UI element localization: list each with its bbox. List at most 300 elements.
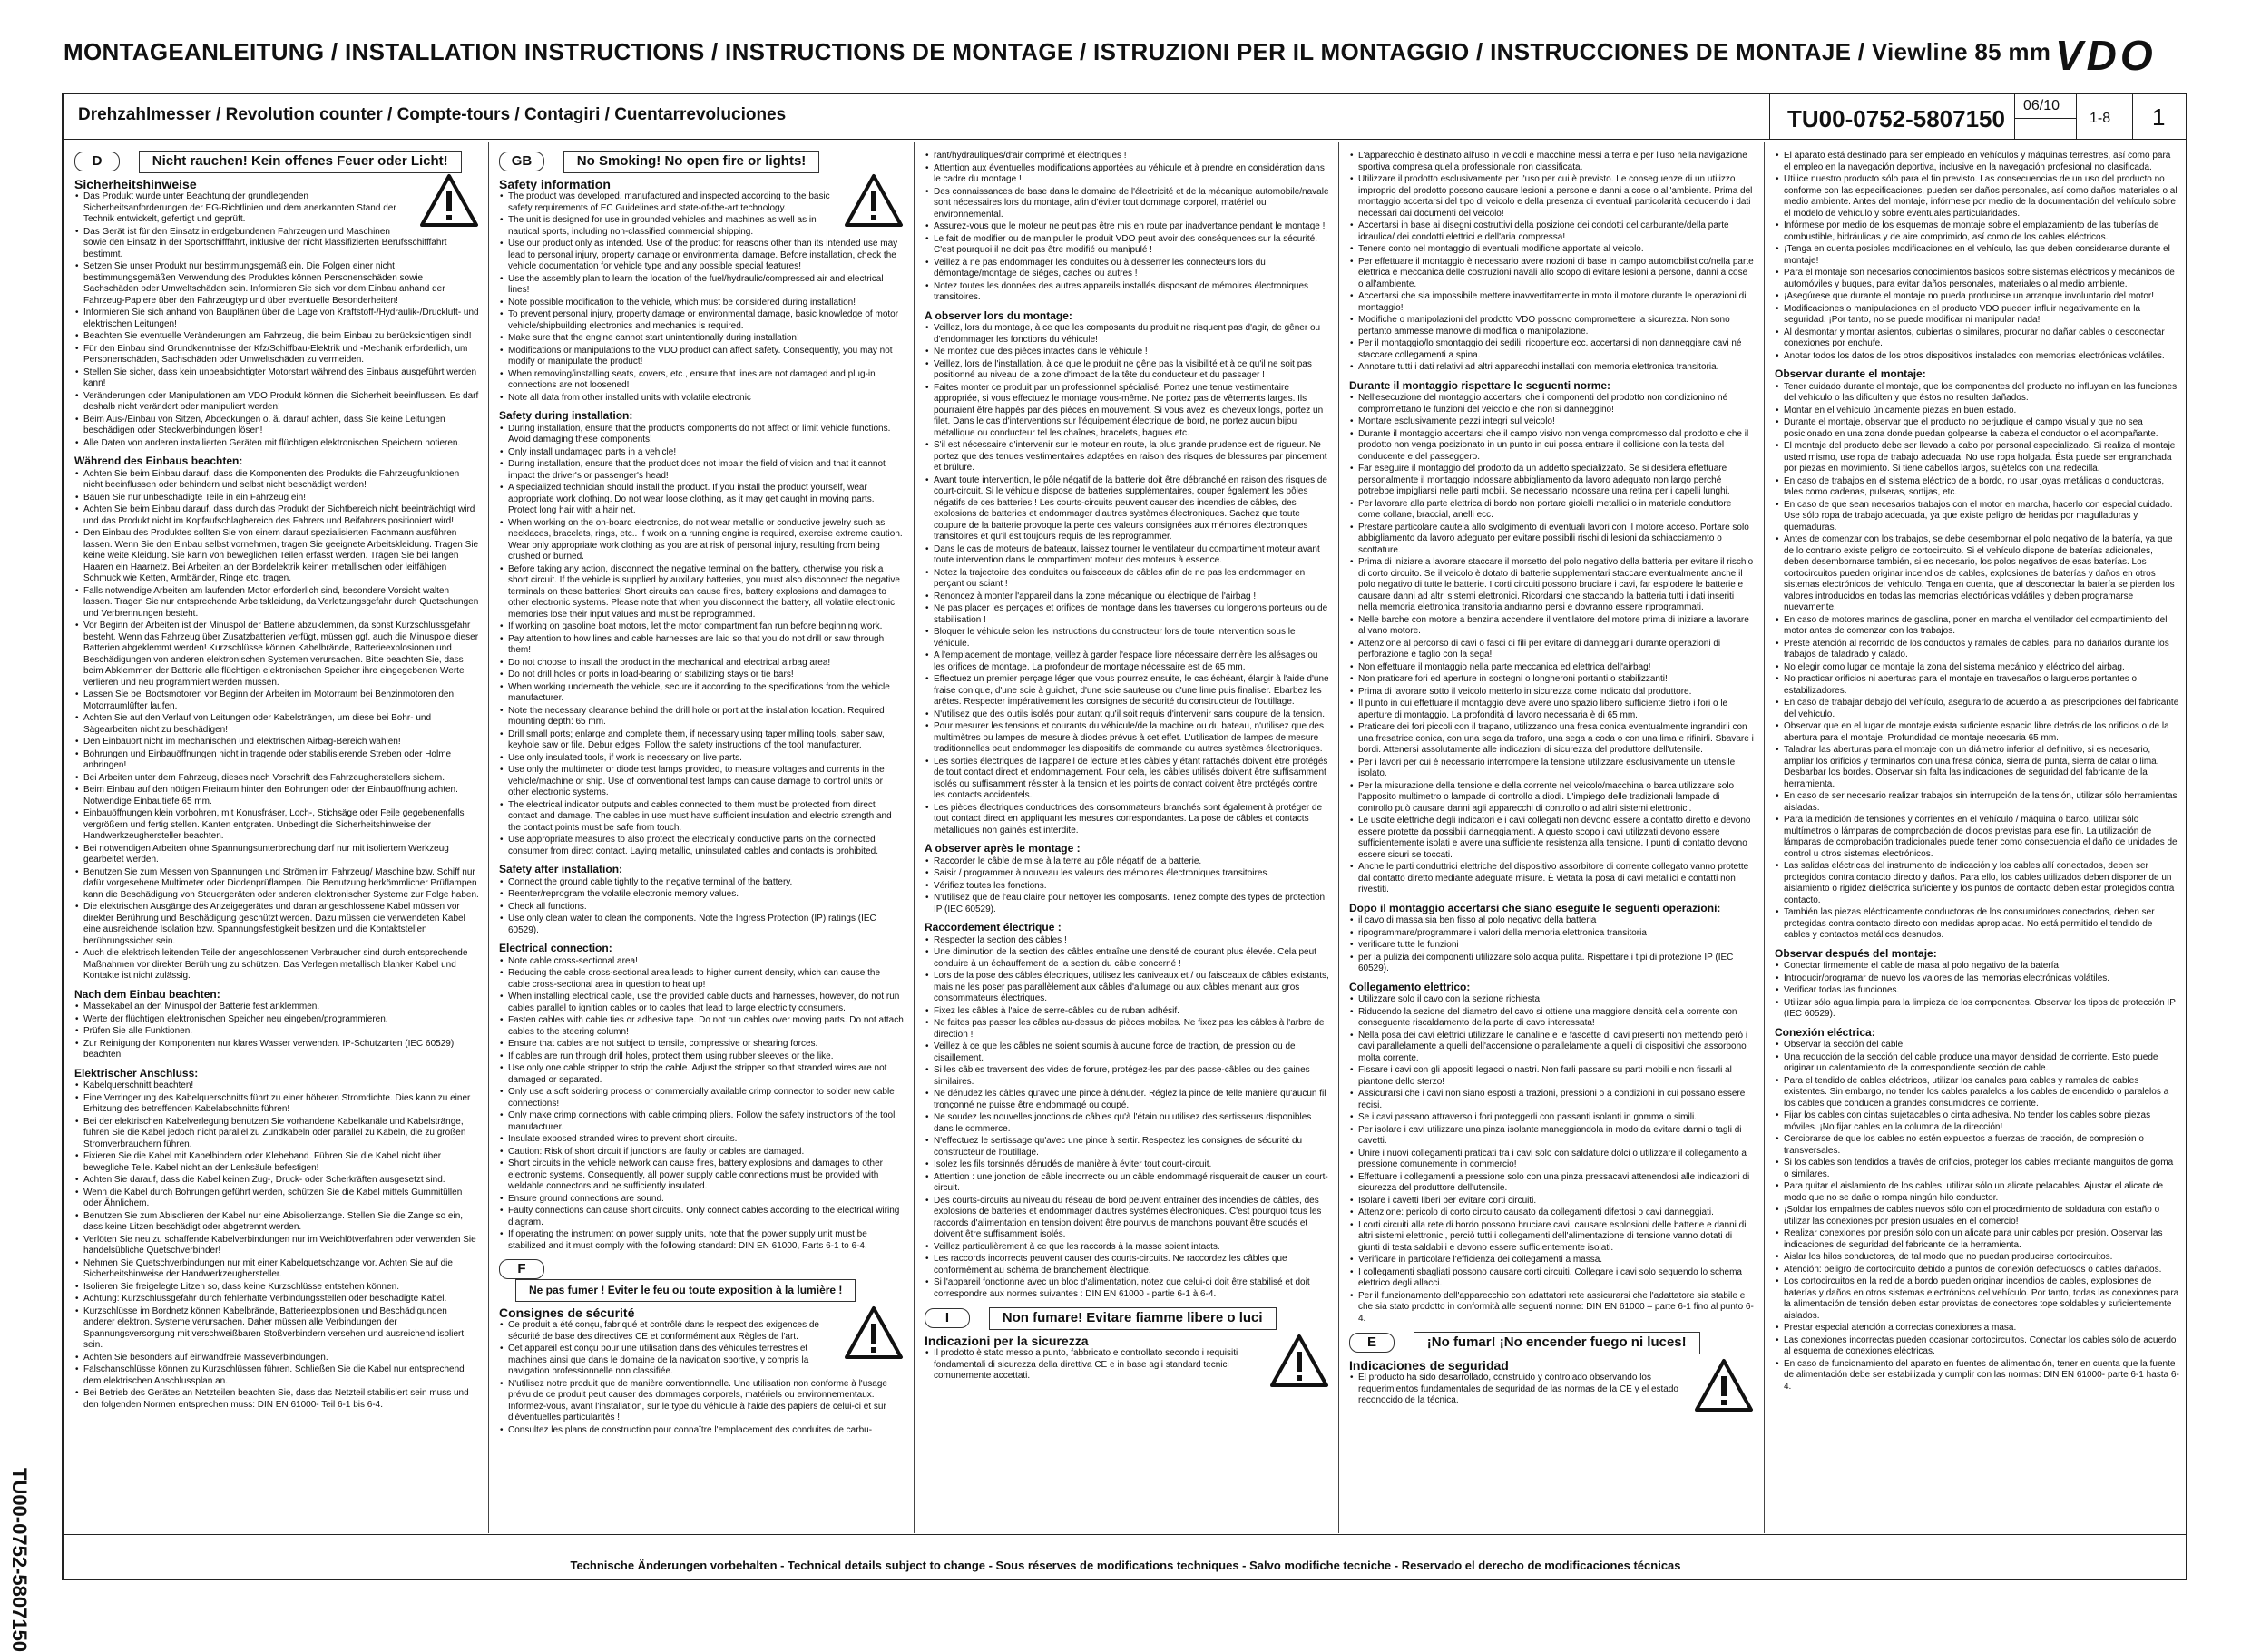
list-item: • Check all functions.: [508, 902, 904, 914]
bullet-list: [499, 956, 904, 1253]
list-item: • ¡Asegúrese que durante el montaje no pueda producirse un arranque involuntario del motor!: [1784, 291, 2179, 303]
language-badge-gb: GB: [499, 152, 544, 171]
list-item: • Use appropriate measures to also protect the electrically conductive parts on the connected consumer from direct contact. Laying metallic, uninsulated cables and contacts is prohibited.: [508, 835, 904, 857]
list-item: • Lors de la pose des câbles électriques, utilisez les caniveaux et / ou faisceaux de câbles existants, mais ne les poser pas parallèlement aux câbles d'allumage ou aux câbles menant aux gros consommateurs électriques.: [934, 971, 1329, 1005]
list-item: • Une diminution de la section des câbles entraîne une densité de courant plus élevée. Cela peut conduire à un échauffement de la section du câble concerné !: [934, 947, 1329, 970]
column-de: [74, 151, 479, 1526]
list-item: • Atención: peligro de cortocircuito debido a puntos de conexión defectuosos o cables dañados.: [1784, 1265, 2179, 1276]
list-item: • Per la misurazione della tensione e della corrente nel veicolo/macchina o barca utilizzare solo l'apposito multimetro o lampade di controllo a diodi. L'impiego delle tradizionali lampade di controllo può causare danni agli apparecchi di controllo o ad altri sistemi elettronici.: [1358, 781, 1754, 816]
list-item: • Tener cuidado durante el montaje, que los componentes del producto no influyan en las funciones del vehículo o las dificulten y que éstos no resulten dañados.: [1784, 382, 2179, 405]
list-item: • verificare tutte le funzioni: [1358, 940, 1754, 952]
bullet-list: [1349, 994, 1754, 1325]
list-item: • Werte der flüchtigen elektronischen Speicher neu eingeben/programmieren.: [83, 1014, 479, 1026]
list-item: • Drill small ports; enlarge and complete them, if necessary using taper milling tools, saber saw, keyhole saw or file. Debur edges. Follow the safety instructions of the tool manufacturer.: [508, 729, 904, 752]
list-item: • Nell'esecuzione del montaggio accertarsi che i componenti del prodotto non condizionino né compromettano le funzioni del veicolo e che non si danneggino!: [1358, 393, 1754, 415]
list-item: • Use only one cable stripper to strip the cable. Adjust the stripper so that stranded wires are not damaged or separated.: [508, 1063, 904, 1086]
list-item: • il cavo di massa sia ben fisso al polo negativo della batteria: [1358, 915, 1754, 927]
bullet-list: [1349, 1373, 1754, 1407]
section-heading: Conexión eléctrica:: [1775, 1025, 1875, 1039]
bullet-list: [925, 1348, 1329, 1383]
list-item: • Pour mesurer les tensions et courants du véhicule/de la machine ou du bateau, n'utilisez que des multimètres ou lampes de mesure à diodes prévus à cet effet. L'utilisation de lampes de mesure traditionnelles peut endommager les dispositifs de commande ou autres systèmes électroniques.: [934, 721, 1329, 756]
list-item: • Per lavorare alla parte elettrica di bordo non portare gioielli metallici o in materiale conduttore come collane, braccial, anelli ecc.: [1358, 499, 1754, 522]
section-heading: Safety during installation:: [499, 409, 633, 422]
column-fr: [925, 151, 1329, 1526]
list-item: • Antes de comenzar con los trabajos, se debe desembornar el polo negativo de la batería, ya que de lo contrario existe peligro de cortocircuito. Si el vehículo dispone de baterías adicionales, deben desembornarse también, si es necesario, los polos negativos de esas baterías. Los cortocircuitos pueden originar incendios de cables, explosiones de baterías y daños en otros sistemas electrónicos del vehículo. Tenga en cuenta, que al desconectar la batería se pierden los valores introducidos en todas las memorias electrónicas volátiles y deben programarse nuevamente.: [1784, 534, 2179, 614]
list-item: • Les raccords incorrects peuvent causer des courts-circuits. Ne raccordez les câbles que conformément au schéma de branchement électrique.: [934, 1254, 1329, 1276]
section-heading: Dopo il montaggio accertarsi che siano eseguite le seguenti operazioni:: [1349, 901, 1721, 914]
list-item: • N'utilisez que de l'eau claire pour nettoyer les composants. Tenez compte des types de protection IP (IEC 60529).: [934, 893, 1329, 915]
list-item: • Durante il montaggio accertarsi che il campo visivo non venga compromesso dal prodotto e che il prodotto non venga posizionato in un punto in cui possa entrare il collisione con la testa del conducente e del passeggero.: [1358, 429, 1754, 464]
list-item: • Benutzen Sie zum Messen von Spannungen und Strömen im Fahrzeug/ Maschine bzw. Schiff nur dafür vorgesehene Multimeter oder Diodenprüflampen. Die Benutzung herkömmlicher Prüflampen kann die Beschädigung von Steuergeräten oder anderen elektronischer Systeme zur Folge haben.: [83, 867, 479, 902]
list-item: • Modifiche o manipolazioni del prodotto VDO possono compromettere la sicurezza. Non sono pertanto ammesse manovre di modifica o manipolazione.: [1358, 315, 1754, 337]
list-item: • Caution: Risk of short circuit if junctions are faulty or cables are damaged.: [508, 1147, 904, 1158]
smoking-warning-es: ¡No fumar! ¡No encender fuego ni luces!: [1414, 1332, 1700, 1354]
list-item: • Use the assembly plan to learn the location of the fuel/hydraulic/compressed air and electrical lines!: [508, 274, 904, 297]
bullet-list: [499, 877, 904, 937]
list-item: • When installing electrical cable, use the provided cable ducts and harnesses, however, do not run cables parallel to ignition cables or to cables that lead to large electricity consumers.: [508, 992, 904, 1014]
list-item: • También las piezas eléctricamente conductoras de los consumidores conectados, deben ser protegidas contra contacto directo con medidas apropiadas. No está permitido el tendido de cables y contactos metálicos desnudos.: [1784, 907, 2179, 942]
doc-date: 06/10: [2023, 98, 2060, 113]
list-item: • Cet appareil est conçu pour une utilisation dans des véhicules terrestres et machines ainsi que dans le domaine de la navigation sportive, y compris la navigation professionnelle non classifiée.: [508, 1344, 904, 1378]
list-item: • Bei notwendigen Arbeiten ohne Spannungsunterbrechung darf nur mit isoliertem Werkzeug gearbeitet werden.: [83, 844, 479, 866]
list-item: • Verificare in particolare l'efficienza dei collegamenti a massa.: [1358, 1255, 1754, 1266]
divider: [2132, 94, 2133, 140]
bullet-list: [1349, 393, 1754, 896]
list-item: • Veillez particulièrement à ce que les raccords à la masse soient intacts.: [934, 1242, 1329, 1254]
list-item: • Kabelquerschnitt beachten!: [83, 1080, 479, 1092]
list-item: • En caso de motores marinos de gasolina, poner en marcha el ventilador del compartimiento del motor antes de comenzar con los trabajos.: [1784, 615, 2179, 638]
side-doc-number: TU00-0752-5807150: [8, 1468, 31, 1652]
list-item: • Das Produkt wurde unter Beachtung der grundlegenden Sicherheitsanforderungen der EG-Richtlinien und dem anerkannten Stand der Technik entwickelt, gefertigt und geprüft.: [83, 191, 479, 226]
list-item: • N'utilisez que des outils isolés pour autant qu'il soit requis d'intervenir sans coupure de la tension.: [934, 709, 1329, 721]
vdo-logo: VDO: [2055, 32, 2157, 79]
list-item: • Beim Aus-/Einbau von Sitzen, Abdeckungen o. ä. darauf achten, dass Sie keine Leitungen beschädigen oder Steckverbindungen lösen!: [83, 415, 479, 437]
bullet-list: [499, 1320, 904, 1436]
section-heading: Consignes de sécurité: [499, 1305, 635, 1320]
section-heading: Observar durante el montaje:: [1775, 367, 1926, 380]
list-item: • Bauen Sie nur unbeschädigte Teile in ein Fahrzeug ein!: [83, 493, 479, 504]
list-item: • Prima di iniziare a lavorare staccare il morsetto del polo negativo della batteria per evitare il rischio di corto circuito. Se il veicolo è dotato di batterie supplementari staccare eventualmente anche il polo negativo di tutte le batterie. I corti circuiti possono bruciare i cavi, far esplodere le batterie e causare danni ad altri sistemi elettronici. Ricordarsi che staccando la batteria tutti i dati inseriti nella memoria elettronica transitoria andranno persi e dovranno essere riprogrammati.: [1358, 557, 1754, 614]
list-item: • Only make crimp connections with cable crimping pliers. Follow the safety instructions of the tool manufacturer.: [508, 1110, 904, 1133]
column-divider: [1338, 142, 1339, 1533]
list-item: • Alle Daten von anderen installierten Geräten mit flüchtigen elektronischen Speichern notieren.: [83, 438, 479, 450]
list-item: • Ne soudez les nouvelles jonctions de câbles qu'à l'étain ou utilisez des sertisseurs disponibles dans le commerce.: [934, 1112, 1329, 1135]
list-item: • Cerciorarse de que los cables no estén expuestos a fuerzas de tracción, de compresión o transversales.: [1784, 1134, 2179, 1157]
list-item: • El montaje del producto debe ser llevado a cabo por personal especializado. Si realiza el montaje usted mismo, use ropa de trabajo adecuada. No use ropa holgada. Ésta puede ser engranchada por piezas en movimiento. Si tiene cabellos largos, sujételos con una redecilla.: [1784, 441, 2179, 475]
list-item: • Note possible modification to the vehicle, which must be considered during installation!: [508, 298, 904, 309]
list-item: • Veränderungen oder Manipulationen am VDO Produkt können die Sicherheit beeinflussen. Es darf deshalb nicht verändert oder manipuliert werden!: [83, 391, 479, 414]
bullet-list: [74, 469, 479, 982]
list-item: • Veillez à ce que les câbles ne soient soumis à aucune force de traction, de pression ou de cisaillement.: [934, 1041, 1329, 1064]
list-item: • Observar que en el lugar de montaje exista suficiente espacio libre detrás de los orificios o de la abertura para el montaje. Profundidad de montaje necesaria 65 mm.: [1784, 721, 2179, 744]
list-item: • Anotar todos los datos de los otros dispositivos instalados con memorias electrónicas volátiles.: [1784, 351, 2179, 363]
list-item: • Non effettuare il montaggio nella parte meccanica ed elettrica dell'airbag!: [1358, 662, 1754, 674]
list-item: • Para el montaje son necesarios conocimientos básicos sobre sistemas eléctricos y mecánicos de automóviles y buques, para evitar daños personales, materiales o al medio ambiente.: [1784, 268, 2179, 290]
list-item: • Das Gerät ist für den Einsatz in erdgebundenen Fahrzeugen und Maschinen sowie den Einsatz in der Sportschifffahrt, inklusive der nicht klassifizierten Berufsschifffahrt bestimmt.: [83, 227, 479, 261]
list-item: • Para quitar el aislamiento de los cables, utilizar sólo un alicate pelacables. Ajustar el alicate de modo que no se dañe o rompa ningún hilo conductor.: [1784, 1181, 2179, 1204]
list-item: • Avant toute intervention, le pôle négatif de la batterie doit être débranché en raison des risques de court-circuit. Si le véhicule dispose de batteries supplémentaires, couper également les pôles négatifs de ces batteries ! Les courts-circuits peuvent causer des incendies de câbles, des explosions de batteries et endommager d'autres systèmes électroniques. Sachez que toute coupure de la batterie provoque la perte des valeurs consignées aux mémoires électroniques transitoires et qu'il est toujours requis de les reprogrammer.: [934, 475, 1329, 543]
list-item: • No elegir como lugar de montaje la zona del sistema mecánico y eléctrico del airbag.: [1784, 662, 2179, 674]
list-item: • Anche le parti conduttrici elettriche del dispositivo assorbitore di corrente collegato vanno protette dal contatto diretto mediante adeguate misure. È vietata la posa di cavi metallici e contatti non rivestiti.: [1358, 862, 1754, 896]
list-item: • Le uscite elettriche degli indicatori e i cavi collegati non devono essere a contatto diretto e devono essere protette da possibili danneggiamenti. A questo scopo i cavi utilizzati devono essere sufficientemente isolati e avere una sufficiente resistenza alla tensione. I punti di contatto devono essere sicuri se toccati.: [1358, 816, 1754, 861]
section-heading: A observer après le montage :: [925, 842, 1081, 855]
list-item: • Per i lavori per cui è necessario interrompere la tensione utilizzare esclusivamente un utensile isolato.: [1358, 758, 1754, 780]
list-item: • Aislar los hilos conductores, de tal modo que no puedan producirse cortocircuitos.: [1784, 1252, 2179, 1264]
list-item: • Modificaciones o manipulaciones en el producto VDO pueden influir negativamente en la seguridad. ¡Por tanto, no se puede modificar ni manipular nada!: [1784, 304, 2179, 327]
list-item: • Make sure that the engine cannot start unintentionally during installation!: [508, 333, 904, 345]
product-name: Drehzahlmesser / Revolution counter / Compte-tours / Contagiri / Cuentarrevoluciones: [78, 105, 787, 124]
divider: [2014, 94, 2015, 140]
list-item: • Ne pas placer les perçages et orifices de montage dans les traverses ou longerons porteurs ou de stabilisation !: [934, 603, 1329, 626]
bullet-list: [1775, 1040, 2179, 1393]
divider: [2076, 94, 2077, 140]
list-item: • N'effectuez le sertissage qu'avec une pince à sertir. Respectez les consignes de sécurité du constructeur de l'outillage.: [934, 1136, 1329, 1158]
section-heading: Nach dem Einbau beachten:: [74, 987, 220, 1001]
list-item: • Insulate exposed stranded wires to prevent short circuits.: [508, 1134, 904, 1146]
list-item: • Kurzschlüsse im Bordnetz können Kabelbrände, Batterieexplosionen und Beschädigungen anderer elektron. Systeme verursachen. Daher müssen alle Verbindungen der Spannungsversorgung mit verschweißbaren Stoßverbindern versehen und ausreichend isoliert sein.: [83, 1306, 479, 1352]
list-item: • Tenere conto nel montaggio di eventuali modifiche apportate al veicolo.: [1358, 244, 1754, 256]
list-item: • Assicurarsi che i cavi non siano esposti a trazioni, pressioni o a condizioni in cui possano essere recisi.: [1358, 1089, 1754, 1111]
page-title: MONTAGEANLEITUNG / INSTALLATION INSTRUCTIONS / INSTRUCTIONS DE MONTAGE / ISTRUZIONI PER IL MONTAGGIO / INSTRUCCIONES DE MONTAJE / Viewline 85 mm: [64, 38, 2051, 65]
list-item: • Informieren Sie sich anhand von Bauplänen über die Lage von Kraftstoff-/Hydraulik-/Druckluft- und elektrischen Leitungen!: [83, 308, 479, 330]
list-item: • Prüfen Sie alle Funktionen.: [83, 1026, 479, 1038]
list-item: • per la pulizia dei componenti utilizzare solo acqua pulita. Rispettare i tipi di protezione IP (IEC 60529).: [1358, 953, 1754, 975]
bullet-list: [1775, 961, 2179, 1021]
list-item: • Do not drill holes or ports in load-bearing or stabilizing stays or tie bars!: [508, 670, 904, 681]
list-item: • Attention aux éventuelles modifications apportées au véhicule et à prendre en considération dans le cadre du montage !: [934, 163, 1329, 186]
list-item: • A specialized technician should install the product. If you install the product yourself, wear appropriate work clothing. Do not wear loose clothing, as it may get caught in moving parts. Protect long hair with a hair net.: [508, 483, 904, 517]
section-heading: Observar después del montaje:: [1775, 946, 1937, 960]
list-item: • Reenter/reprogram the volatile electronic memory values.: [508, 889, 904, 901]
list-item: • When working on the on-board electronics, do not wear metallic or conductive jewelry such as necklaces, bracelets, rings, etc.. If work on a running engine is required, exercise extreme caution. Wear only appropriate work clothing as you are at risk of personal injury, resulting from being crushed or burned.: [508, 518, 904, 563]
list-item: • Achten Sie besonders auf einwandfreie Masseverbindungen.: [83, 1353, 479, 1364]
list-item: • Zur Reinigung der Komponenten nur klares Wasser verwenden. IP-Schutzarten (IEC 60529) beachten.: [83, 1039, 479, 1061]
list-item: • Des courts-circuits au niveau du réseau de bord peuvent entraîner des incendies de câbles, des explosions de batteries et endommager d'autres systèmes électroniques. C'est pourquoi tous les raccords d'alimentation en tension doivent être pourvus de manchons pouvant être soudés et doivent être suffisamment isolés.: [934, 1196, 1329, 1241]
bullet-list: [925, 856, 1329, 916]
list-item: • Veillez à ne pas endommager les conduites ou à desserrer les connecteurs lors du démontage/montage de sièges, caches ou autres !: [934, 258, 1329, 280]
bullet-list: [74, 1002, 479, 1061]
list-item: • Falls notwendige Arbeiten am laufenden Motor erforderlich sind, besondere Vorsicht walten lassen. Tragen Sie nur entsprechende Arbeitskleidung, da Verletzungsgefahr durch Quetschungen und Verbrennungen besteht.: [83, 586, 479, 621]
list-item: • When working underneath the vehicle, secure it according to the specifications from the vehicle manufacturer.: [508, 682, 904, 705]
list-item: • Les sorties électriques de l'appareil de lecture et les câbles y étant rattachés doivent être protégés de tout contact direct et endommagement. Pour cela, les câbles utilisés doivent être suffisamment isolés ou suffisamment résister à la tension et les points de contact doivent être protégés contre les contacts accidentels.: [934, 757, 1329, 802]
list-item: • Prestar especial atención a correctas conexiones a masa.: [1784, 1323, 2179, 1334]
list-item: • Non praticare fori ed aperture in sostegni o longheroni portanti o stabilizzanti!: [1358, 674, 1754, 686]
list-item: • Für den Einbau sind Grundkenntnisse der Kfz/Schiffbau-Elektrik und -Mechanik erforderlich, um Personenschäden, Sachschäden oder Umweltschäden zu vermeiden.: [83, 344, 479, 367]
list-item: • Montare esclusivamente pezzi integri sul veicolo!: [1358, 416, 1754, 428]
list-item: • Per effettuare il montaggio è necessario avere nozioni di base in campo automobilistico/nella parte elettrica e meccanica delle costruzioni navali allo scopo di evitare lesioni a persone, danni a cose o all'ambiente.: [1358, 257, 1754, 291]
section-heading: Indicazioni per la sicurezza: [925, 1333, 1089, 1348]
list-item: • Beachten Sie eventuelle Veränderungen am Fahrzeug, die beim Einbau zu berücksichtigen sind!: [83, 331, 479, 343]
list-item: • Modifications or manipulations to the VDO product can affect safety. Consequently, you may not modify or manipulate the product!: [508, 346, 904, 368]
list-item: • El producto ha sido desarrollado, construido y controlado observando los requerimientos fundamentales de seguridad de las normas de la CE y el estado reconocido de la técnica.: [1358, 1373, 1754, 1407]
list-item: • S'il est nécessaire d'intervenir sur le moteur en route, la plus grande prudence est de rigueur. Ne portez que des tenues vestimentaires adaptées en raison des risques de blessures par pincement et brûlure.: [934, 440, 1329, 474]
list-item: • L'apparecchio è destinato all'uso in veicoli e macchine messi a terra e per l'uso nella navigazione sportiva compresa quella professionale non classificata.: [1358, 151, 1754, 173]
list-item: • Riducendo la sezione del diametro del cavo si ottiene una maggiore densità della corrente con conseguente riscaldamento della parte di cavo interessata!: [1358, 1007, 1754, 1030]
list-item: • A l'emplacement de montage, veillez à garder l'espace libre nécessaire derrière les alésages ou les orifices de montage. La profondeur de montage nécessaire est de 65 mm.: [934, 650, 1329, 673]
list-item: • Montar en el vehículo únicamente piezas en buen estado.: [1784, 406, 2179, 417]
list-item: • Conectar firmemente el cable de masa al polo negativo de la batería.: [1784, 961, 2179, 973]
list-item: • Bloquer le véhicule selon les instructions du constructeur lors de toute intervention sous le véhicule.: [934, 627, 1329, 650]
list-item: • Taladrar las aberturas para el montaje con un diámetro inferior al definitivo, si es necesario, ampliar los orificios y terminarlos con una fresa cónica, sierra de punta, sierra de calar o lima. Desbarbar los bordes. Observar sin falta las indicaciones de seguridad del fabricante de la herramienta.: [1784, 745, 2179, 790]
list-item: • When removing/installing seats, covers, etc., ensure that lines are not damaged and plug-in connections are not loosened!: [508, 369, 904, 392]
list-item: • Si los cables son tendidos a través de orificios, proteger los cables mediante manguitos de goma o similares.: [1784, 1158, 2179, 1180]
section-heading: Safety information: [499, 176, 611, 191]
list-item: • Only use a soft soldering process or commercially available crimp connector to solder new cable connections!: [508, 1087, 904, 1109]
list-item: • To prevent personal injury, property damage or environmental damage, basic knowledge of motor vehicle/shipbuilding electronics and mechanics is required.: [508, 309, 904, 332]
list-item: • The unit is designed for use in grounded vehicles and machines as well as in nautical sports, including non-classified commercial shipping.: [508, 215, 904, 238]
list-item: • rant/hydrauliques/d'air comprimé et électriques !: [934, 151, 1329, 162]
list-item: • Consultez les plans de construction pour connaître l'emplacement des conduites de carbu-: [508, 1425, 904, 1437]
list-item: • Bei Arbeiten unter dem Fahrzeug, dieses nach Vorschrift des Fahrzeugherstellers sichern.: [83, 773, 479, 785]
list-item: • Auch die elektrisch leitenden Teile der angeschlossenen Verbraucher sind durch entsprechende Maßnahmen vor direkter Berührung zu schützen. Das Verlegen metallisch blanker Kabel und Kontakte ist nicht zulässig.: [83, 948, 479, 982]
list-item: • Veillez, lors de l'installation, à ce que le produit ne gêne pas la visibilité et à ce qu'il ne soit pas positionné au niveau de la zone d'impact de la tête du conducteur et du passager !: [934, 359, 1329, 382]
section-heading: Während des Einbaus beachten:: [74, 455, 243, 467]
bullet-list: [1775, 382, 2179, 942]
bullet-list: [1349, 151, 1754, 374]
smoking-warning-de: Nicht rauchen! Kein offenes Feuer oder Licht!: [139, 151, 462, 173]
list-item: • Vor Beginn der Arbeiten ist der Minuspol der Batterie abzuklemmen, da sonst Kurzschlussgefahr besteht. Wenn das Fahrzeug über Zusatzbatterien verfügt, müssen ggf. auch die Minuspole dieser Batterien abgeklemmt werden! Kurzschlüsse können Kabelbrände, Batterieexplosionen und Beschädigungen von anderen elektronischen Systemen verursachen. Bitte beachten Sie, dass beim Abklemmen der Batterie alle flüchtigen elektronischen Speicher ihre eingegebenen Werte verlieren und neu programmiert werden müssen.: [83, 621, 479, 689]
list-item: • Ne montez que des pièces intactes dans le véhicule !: [934, 347, 1329, 358]
document-frame: [62, 93, 2187, 1580]
list-item: • Utilizzare solo il cavo con la sezione richiesta!: [1358, 994, 1754, 1006]
bullet-list: [1349, 915, 1754, 975]
list-item: • Einbauöffnungen klein vorbohren, mit Konusfräser, Loch-, Stichsäge oder Feile gegebenenfalls vergrößern und fertig stellen. Kanten entgraten. Unbedingt die Sicherheitshinweise der Handwerkzeughersteller beachten.: [83, 808, 479, 843]
list-item: • Short circuits in the vehicle network can cause fires, battery explosions and damages to other electronic systems. Consequently, all power supply cable connections must be provided with weldable connectors and be sufficiently insulated.: [508, 1158, 904, 1193]
list-item: • ¡Tenga en cuenta posibles modificaciones en el vehículo, las que deben considerarse durante el montaje!: [1784, 244, 2179, 267]
list-item: • Eine Verringerung des Kabelquerschnitts führt zu einer höheren Stromdichte. Dies kann zu einer Erhitzung des betreffenden Kabelabschnitts führen!: [83, 1093, 479, 1116]
list-item: • Utilizar sólo agua limpia para la limpieza de los componentes. Observar los tipos de protección IP (IEC 60529).: [1784, 998, 2179, 1021]
section-heading: A observer lors du montage:: [925, 308, 1072, 322]
list-item: • Prima di lavorare sotto il veicolo metterlo in sicurezza come indicato dal produttore.: [1358, 687, 1754, 699]
list-item: • Lassen Sie bei Bootsmotoren vor Beginn der Arbeiten im Motorraum bei Benzinmotoren den Motorraumlüfter laufen.: [83, 689, 479, 712]
list-item: • Ce produit a été conçu, fabriqué et contrôlé dans le respect des exigences de sécurité de base des directives CE et conformément aux Règles de l'art.: [508, 1320, 904, 1343]
list-item: • Preste atención al recorrido de los conductos y ramales de cables, para no dañarlos durante los trabajos de taladrado y calado.: [1784, 639, 2179, 661]
section-heading: Raccordement électrique :: [925, 921, 1062, 934]
section-heading: Electrical connection:: [499, 942, 612, 954]
list-item: • Fijar los cables con cintas sujetacables o cinta adhesiva. No tender los cables sobre piezas móviles. ¡No fijar cables en la columna de la dirección!: [1784, 1110, 2179, 1133]
list-item: • Falschanschlüsse können zu Kurzschlüssen führen. Schließen Sie die Kabel nur entsprechend dem elektrischen Anschlussplan an.: [83, 1364, 479, 1387]
list-item: • Notez la trajectoire des conduites ou faisceaux de câbles afin de ne pas les endommager en perçant ou sciant !: [934, 568, 1329, 591]
section-heading: Sicherheitshinweise: [74, 176, 197, 191]
list-item: • The product was developed, manufactured and inspected according to the basic safety requirements of EC Guidelines and state-of-the-art technology.: [508, 191, 904, 214]
bullet-list: [925, 935, 1329, 1301]
list-item: • Achten Sie beim Einbau darauf, dass durch das Produkt der Sichtbereich nicht beeinträchtigt wird und das Produkt nicht im Kopfaufschlagbereich des Fahrers und Beifahrers positioniert wird!: [83, 504, 479, 527]
list-item: • Veillez, lors du montage, à ce que les composants du produit ne risquent pas d'agir, de gêner ou d'endommager les fonctions du véhicule!: [934, 323, 1329, 346]
list-item: • Para la medición de tensiones y corrientes en el vehículo / máquina o barco, utilizar sólo multímetros o lámparas de comprobación de diodos previstas para ese fin. La utilización de lámparas de comprobación tradicionales puede tener como consecuencia el daño de unidades de control u otros sistemas electrónicos.: [1784, 815, 2179, 860]
list-item: • Isolieren Sie freigelegte Litzen so, dass keine Kurzschlüsse entstehen können.: [83, 1282, 479, 1294]
list-item: • If operating the instrument on power supply units, note that the power supply unit must be stabilized and it must comply with the following standard: DIN EN 61000, Parts 6-1 to 6-4.: [508, 1229, 904, 1252]
list-item: • Massekabel an den Minuspol der Batterie fest anklemmen.: [83, 1002, 479, 1013]
list-item: • Isolez les fils torsinnés dénudés de manière à éviter tout court-circuit.: [934, 1159, 1329, 1171]
list-item: • Unire i nuovi collegamenti praticati tra i cavi solo con saldature dolci o utilizzare il collegamento a pressione comunemente in commercio!: [1358, 1149, 1754, 1171]
bullet-list: [925, 151, 1329, 304]
list-item: • Ne faites pas passer les câbles au-dessus de pièces mobiles. Ne fixez pas les câbles à l'arbre de direction !: [934, 1018, 1329, 1041]
language-badge-fr: F: [499, 1259, 544, 1279]
list-item: • Note the necessary clearance behind the drill hole or port at the installation location. Required mounting depth: 65 mm.: [508, 706, 904, 728]
list-item: • Attention : une jonction de câble incorrecte ou un câble endommagé risquerait de causer un court-circuit.: [934, 1172, 1329, 1195]
list-item: • Introducir/programar de nuevo los valores de las memorias electrónicas volátiles.: [1784, 973, 2179, 985]
list-item: • If working on gasoline boat motors, let the motor compartment fan run before beginning work.: [508, 621, 904, 633]
list-item: • Beim Einbau auf den nötigen Freiraum hinter den Bohrungen oder der Einbauöffnung achten. Notwendige Einbautiefe 65 mm.: [83, 785, 479, 807]
list-item: • Raccorder le câble de mise à la terre au pôle négatif de la batterie.: [934, 856, 1329, 868]
list-item: • Fissare i cavi con gli appositi legacci o nastri. Non farli passare su parti mobili e non fissarli al piantone dello sterzo!: [1358, 1065, 1754, 1088]
list-item: • I corti circuiti alla rete di bordo possono bruciare cavi, causare esplosioni delle batterie e danni di altri sistemi elettronici, perciò tutti i collegamenti dell'alimentazione di tensione vanno dotati di giunti di testa saldabili e devono essere sufficientemente isolati.: [1358, 1220, 1754, 1255]
column-gb: [499, 151, 904, 1526]
list-item: • Isolare i cavetti liberi per evitare corti circuiti.: [1358, 1196, 1754, 1207]
list-item: • Accertarsi che sia impossibile mettere inavvertitamente in moto il motore durante le operazioni di montaggio!: [1358, 291, 1754, 314]
list-item: • Accertarsi in base ai disegni costruttivi della posizione dei condotti del carburante/della parte idraulica/ dei condotti elettrici e dell'aria compressa!: [1358, 220, 1754, 243]
list-item: • N'utilisez notre produit que de manière conventionnelle. Une utilisation non conforme à l'usage prévu de ce produit peut causer des dommages corporels, matériels ou environnementaux. Informez-vous, avant l'installation, sur le type du véhicule à l'aide des papiers de celui-ci et sur d'éventuelles particularités !: [508, 1379, 904, 1424]
list-item: • Ensure ground connections are sound.: [508, 1194, 904, 1206]
page-number: 1: [2152, 103, 2166, 131]
list-item: • Die elektrischen Ausgänge des Anzeigegerätes und daran angeschlossene Kabel müssen vor direkter Berührung und Beschädigung geschützt werden. Dazu müssen die verwendeten Kabel eine ausreichende Isolation bzw. Spannungsfestigkeit besitzen und die Kontaktstellen berührungssicher sein.: [83, 902, 479, 947]
list-item: • Ensure that cables are not subject to tensile, compressive or shearing forces.: [508, 1039, 904, 1051]
list-item: • During installation, ensure that the product does not impair the field of vision and that it cannot impact the driver's or passenger's head!: [508, 459, 904, 482]
list-item: • En caso de funcionamiento del aparato en fuentes de alimentación, tener en cuenta que la fuente de alimentación debe ser estabilizada y cumplir con las normas: DIN EN 61000- parte 6-1 hasta 6-4.: [1784, 1359, 2179, 1393]
list-item: • Des connaissances de base dans le domaine de l'électricité et de la mécanique automobile/navale sont nécessaires lors du montage, afin d'éviter tout dommage corporel, matériel ou environnemental.: [934, 187, 1329, 221]
list-item: • Ne dénudez les câbles qu'avec une pince à dénuder. Réglez la pince de telle manière qu'aucun fil tronçonné ne puisse être endommagé ou coupé.: [934, 1089, 1329, 1111]
list-item: • Attenzione al percorso di cavi o fasci di fili per evitare di danneggiarli durante operazioni di perforazione e taglio con la sega!: [1358, 639, 1754, 661]
list-item: • El aparato está destinado para ser empleado en vehículos y máquinas terrestres, así como para el empleo en la navegación deportiva, inclusive en la navegación profesional no clasificada.: [1784, 151, 2179, 173]
list-item: • Use our product only as intended. Use of the product for reasons other than its intended use may lead to personal injury, property damage or environmental damage. Before installation, check the vehicle documentation for vehicle type and any possible special features!: [508, 239, 904, 273]
list-item: • Faites monter ce produit par un professionnel spécialisé. Portez une tenue vestimentaire appropriée, si vous effectuez le montage vous-même. Ne portez pas de vêtements larges. Ils pourraient être happés par des pièces en mouvement. Si vous avez les cheveux longs, portez un filet. Dans le cas d'interventions sur l'équipement électrique de bord, ne portez aucun bijou métallique ou conducteur tel les chaînes, bracelets, bagues etc.: [934, 383, 1329, 440]
list-item: • Setzen Sie unser Produkt nur bestimmungsgemäß ein. Die Folgen einer nicht bestimmungsgemäßen Verwendung des Produktes können Personenschäden sowie Sachschäden oder Umweltschäden sein. Informieren Sie sich vor dem Einbau anhand der Fahrzeug-Papiere über den Fahrzeugtyp und über eventuelle Besonderheiten!: [83, 261, 479, 307]
list-item: • Observar la sección del cable.: [1784, 1040, 2179, 1051]
list-item: • Per isolare i cavi utilizzare una pinza isolante maneggiandola in modo da evitare danni o tagli di cavetti.: [1358, 1125, 1754, 1148]
list-item: • Nella posa dei cavi elettrici utilizzare le canaline e le fascette di cavi presenti non mettendo però i cavi parallelamente a quelli dell'accensione o parallelamente a quelli di dispositivi che assorbono molta corrente.: [1358, 1031, 1754, 1065]
page-range: 1-8: [2090, 111, 2111, 126]
column-divider: [1764, 142, 1765, 1533]
smoking-warning-gb: No Smoking! No open fire or lights!: [563, 151, 820, 173]
list-item: • Fasten cables with cable ties or adhesive tape. Do not run cables over moving parts. Do not attach cables to the steering column!: [508, 1015, 904, 1038]
list-item: • Note cable cross-sectional area!: [508, 956, 904, 968]
column-it: [1349, 151, 1754, 1526]
list-item: • ripogrammare/programmare i valori della memoria elettronica transitoria: [1358, 928, 1754, 940]
list-item: • Reducing the cable cross-sectional area leads to higher current density, which can cause the cable cross-sectional area in question to heat up!: [508, 968, 904, 991]
language-badge-it: I: [925, 1308, 970, 1328]
list-item: • Use only clean water to clean the components. Note the Ingress Protection (IP) ratings (IEC 60529).: [508, 914, 904, 936]
list-item: • Note all data from other installed units with volatile electronic: [508, 393, 904, 405]
list-item: • I collegamenti sbagliati possono causare corti circuiti. Collegare i cavi solo seguendo lo schema elettrico degli allacci.: [1358, 1267, 1754, 1290]
list-item: • Den Einbau des Produktes sollten Sie von einem darauf spezialisierten Fachmann ausführen lassen. Wenn Sie den Einbau selbst vornehmen, tragen Sie geeignete Arbeitskleidung. Tragen Sie keine weite Kleidung. Sie kann von beweglichen Teilen erfasst werden. Tragen Sie bei langen Haaren ein Haarnetz. Bei Arbeiten an der Bordelektrik keinen metallischen oder leitfähigen Schmuck wie Ketten, Armbänder, Ringe etc. tragen.: [83, 528, 479, 585]
list-item: • Achtung: Kurzschlussgefahr durch fehlerhafte Verbindungsstellen oder beschädigte Kabel.: [83, 1294, 479, 1305]
list-item: • Wenn die Kabel durch Bohrungen geführt werden, schützen Sie die Kabel mittels Gummitüllen oder Ähnlichem.: [83, 1188, 479, 1210]
list-item: • Bohrungen und Einbauöffnungen nicht in tragende oder stabilisierende Streben oder Holme anbringen!: [83, 749, 479, 772]
list-item: • Para el tendido de cables eléctricos, utilizar los canales para cables y ramales de cables existentes. Sin embargo, no tender los cables paralelos a los cables de encendido o paralelos a los cables que conducen a grandes consumidores de corriente.: [1784, 1076, 2179, 1110]
list-item: • Les pièces électriques conductrices des consommateurs branchés sont également à protéger de tout contact direct en appliquant les mesures correspondantes. La pose de câbles et contacts métalliques non gainés est interdite.: [934, 803, 1329, 837]
list-item: • Assurez-vous que le moteur ne peut pas être mis en route par inadvertance pendant le montage !: [934, 221, 1329, 233]
list-item: • The electrical indicator outputs and cables connected to them must be protected from direct contact and damage. The cables in use must have sufficient insulation and electric strength and the contact points must be safe from touch.: [508, 800, 904, 835]
list-item: • Realizar conexiones por presión sólo con un alicate para unir cables por presión. Observar las indicaciones de seguridad del fabricante de la herramienta.: [1784, 1228, 2179, 1251]
list-item: • No practicar orificios ni aberturas para el montaje en travesaños o largueros portantes o estabilizadores.: [1784, 674, 2179, 697]
column-es: [1775, 151, 2179, 1526]
list-item: • Una reducción de la sección del cable produce una mayor densidad de corriente. Esto puede originar un calentamiento de la correspondiente sección de cable.: [1784, 1052, 2179, 1075]
list-item: • Durante el montaje, observar que el producto no perjudique el campo visual y que no sea posicionado en una zona donde puedan golpearse la cabeza el conductor o el acompañante.: [1784, 417, 2179, 440]
list-item: • Nelle barche con motore a benzina accendere il ventilatore del motore prima di iniziare a lavorare al vano motore.: [1358, 615, 1754, 638]
list-item: • Utilizzare il prodotto esclusivamente per l'uso per cui è previsto. Le conseguenze di un utilizzo improprio del prodotto possono causare lesioni a persone e danni a cose o all'ambiente. Prima del montaggio accertarsi del tipo di veicolo e della presenza di eventuali particolarità deducendo i dati necessari dai documenti del veicolo!: [1358, 174, 1754, 220]
list-item: • En caso de trabajar debajo del vehículo, asegurarlo de acuerdo a las prescripciones del fabricante del vehículo.: [1784, 698, 2179, 720]
bullet-list: [499, 191, 904, 404]
list-item: • Connect the ground cable tightly to the negative terminal of the battery.: [508, 877, 904, 889]
list-item: • Se i cavi passano attraverso i fori proteggerli con passanti isolanti in gomma o simili.: [1358, 1112, 1754, 1124]
list-item: • Il punto in cui effettuare il montaggio deve avere uno spazio libero sufficiente dietro i fori o le aperture di montaggio. La profondità di lavoro necessaria è di 65 mm.: [1358, 699, 1754, 721]
list-item: • During installation, ensure that the product's components do not affect or limit vehicle functions. Avoid damaging these components!: [508, 424, 904, 446]
section-heading: Durante il montaggio rispettare le seguenti norme:: [1349, 378, 1611, 392]
smoking-warning-it: Non fumare! Evitare fiamme libere o luci: [989, 1307, 1277, 1330]
list-item: • Il prodotto è stato messo a punto, fabbricato e controllato secondo i requisiti fondamentali di sicurezza della direttiva CE e in base agli standard tecnici comunemente accettati.: [934, 1348, 1329, 1383]
divider: [1769, 94, 1770, 140]
list-item: • Only install undamaged parts in a vehicle!: [508, 447, 904, 459]
list-item: • En caso de ser necesario realizar trabajos sin interrupción de la tensión, utilizar sólo herramientas aisladas.: [1784, 791, 2179, 814]
list-item: • Al desmontar y montar asientos, cubiertas o similares, procurar no dañar cables o desconectar conexiones por enchufe.: [1784, 327, 2179, 350]
language-badge-de: D: [74, 152, 120, 171]
section-heading: Elektrischer Anschluss:: [74, 1066, 199, 1080]
doc-number: TU00-0752-5807150: [1787, 105, 2005, 132]
list-item: • Den Einbauort nicht im mechanischen und elektrischen Airbag-Bereich wählen!: [83, 737, 479, 748]
list-item: • Si les câbles traversent des vides de forure, protégez-les par des passe-câbles ou des gaines similaires.: [934, 1065, 1329, 1088]
list-item: • Renoncez à monter l'appareil dans la zone mécanique ou électrique de l'airbag !: [934, 591, 1329, 603]
list-item: • Do not choose to install the product in the mechanical and electrical airbag area!: [508, 658, 904, 670]
language-badge-es: E: [1349, 1333, 1395, 1353]
list-item: • Before taking any action, disconnect the negative terminal on the battery, otherwise you risk a short circuit. If the vehicle is supplied by auxiliary batteries, you must also disconnect the negative terminals on these batteries! Short circuits can cause fires, battery explosions and damages to other electronic systems. Please note that when you disconnect the battery, all volatile electronic memories lose their input values and must be reprogrammed.: [508, 564, 904, 621]
column-divider: [914, 142, 915, 1533]
bullet-list: [499, 424, 904, 858]
list-item: • Verlöten Sie neu zu schaffende Kabelverbindungen nur im Weichlötverfahren oder verwenden Sie handelsübliche Quetschverbinder!: [83, 1235, 479, 1257]
list-item: • Fixieren Sie die Kabel mit Kabelbindern oder Klebeband. Führen Sie die Kabel nicht über bewegliche Teile. Kabel nicht an der Lenksäule befestigen!: [83, 1151, 479, 1174]
column-divider: [488, 142, 489, 1533]
list-item: • Le fait de modifier ou de manipuler le produit VDO peut avoir des conséquences sur la sécurité. C'est pourquoi il ne doit pas être modifié ou manipulé !: [934, 234, 1329, 257]
divider: [2014, 118, 2076, 119]
list-item: • Utilice nuestro producto sólo para el fin previsto. Las consecuencias de un uso del producto no conforme con las especificaciones, pueden ser daños personales, así como daños materiales o al medio ambiente. Antes del montaje, infórmese por medio de la documentación del vehículo sobre el modelo de vehículo y sobre eventuales particularidades.: [1784, 174, 2179, 220]
list-item: • En caso de trabajos en el sistema eléctrico de a bordo, no usar joyas metálicas o conductoras, tales como cadenas, pulseras, sortijas, etc.: [1784, 476, 2179, 499]
list-item: • Saisir / programmer à nouveau les valeurs des mémoires électroniques transitoires.: [934, 868, 1329, 880]
section-heading: Safety after installation:: [499, 863, 623, 875]
list-item: • En caso de que sean necesarios trabajos con el motor en marcha, hacerlo con especial cuidado. Use sólo ropa de trabajo adecuada, ya que existe peligro de heridas por magulladuras y quemaduras.: [1784, 500, 2179, 534]
list-item: • Attenzione: pericolo di corto circuito causato da collegamenti difettosi o cavi danneggiati.: [1358, 1207, 1754, 1219]
footer-note: Technische Änderungen vorbehalten - Technical details subject to change - Sous réserves de modifications techniques - Salvo modifiche tecniche - Reservado el derecho de modificaciones técnicas: [570, 1559, 1681, 1572]
list-item: • Respecter la section des câbles !: [934, 935, 1329, 947]
list-item: • Use only the multimeter or diode test lamps provided, to measure voltages and currents in the vehicle/machine or ship. Use of conventional test lamps can cause damage to control units or other electronic systems.: [508, 765, 904, 799]
list-item: • ¡Soldar los empalmes de cables nuevos sólo con el procedimiento de soldadura con estaño o utilizar las conexiones por presión usuales en el comercio!: [1784, 1205, 2179, 1227]
list-item: • Las conexiones incorrectas pueden ocasionar cortocircuitos. Conectar los cables sólo de acuerdo al esquema de conexiones eléctricas.: [1784, 1335, 2179, 1358]
list-item: • Bei der elektrischen Kabelverlegung benutzen Sie vorhandene Kabelkanäle und Kabelstränge, führen Sie die Kabel jedoch nicht parallel zu Zündkabeln oder parallel zu Kabeln, die zu großen Stromverbrauchern führen.: [83, 1117, 479, 1151]
list-item: • Praticare dei fori piccoli con il trapano, utilizzando una fresa conica eventualmente ingrandirli con una fresatrice conica, con una sega da traforo, una sega a coda o con una lima e rifinirli. Sbavare i bordi. Attenersi assolutamente alle indicazioni di sicurezza del produttore dell'utensile.: [1358, 722, 1754, 757]
bullet-list: [925, 323, 1329, 836]
bullet-list: [74, 191, 479, 449]
list-item: • Verificar todas las funciones.: [1784, 985, 2179, 997]
product-header: [64, 94, 2186, 140]
list-item: • Achten Sie auf den Verlauf von Leitungen oder Kabelsträngen, um diese bei Bohr- und Sägearbeiten nicht zu beschädigen!: [83, 713, 479, 736]
list-item: • Faulty connections can cause short circuits. Only connect cables according to the electrical wiring diagram.: [508, 1206, 904, 1228]
list-item: • Nehmen Sie Quetschverbindungen nur mit einer Kabelquetschzange vor. Achten Sie auf die Sicherheitshinweise der Handwerkzeughersteller.: [83, 1258, 479, 1281]
list-item: • Annotare tutti i dati relativi ad altri apparecchi installati con memoria elettronica transitoria.: [1358, 362, 1754, 374]
list-item: • Infórmese por medio de los esquemas de montaje sobre el emplazamiento de las tuberías de combustible, hidráulicas y de aire comprimido, así como de los cables eléctricos.: [1784, 220, 2179, 243]
list-item: • Achten Sie beim Einbau darauf, dass die Komponenten des Produkts die Fahrzeugfunktionen nicht beeinflussen oder behindern und selbst nicht beschädigt werden!: [83, 469, 479, 492]
list-item: • Los cortocircuitos en la red de a bordo pueden originar incendios de cables, explosiones de baterías y daños en otros sistemas electrónicos del vehículo. Por tanto, todas las conexiones para la alimentación de tensión deben estar provistas de conectores tope soldables y suficientemente aislados.: [1784, 1276, 2179, 1322]
list-item: • Far eseguire il montaggio del prodotto da un addetto specializzato. Se si desidera effettuare personalmente il montaggio indossare abbigliamento da lavoro adeguato non largo perché potrebbe impigliarsi nelle parti mobili. Se necessario indossare una retina per i capelli lunghi.: [1358, 464, 1754, 498]
list-item: • Fixez les câbles à l'aide de serre-câbles ou de ruban adhésif.: [934, 1006, 1329, 1018]
list-item: • Notez toutes les données des autres appareils installés disposant de mémoires électroniques transitoires.: [934, 281, 1329, 304]
list-item: • Effettuare i collegamenti a pressione solo con una pinza pressacavi attenendosi alle indicazioni di sicurezza del produttore dell'utensile.: [1358, 1172, 1754, 1195]
list-item: • Prestare particolare cautela allo svolgimento di eventuali lavori con il motore acceso. Portare solo abbigliamento da lavoro adeguato per evitare possibili rischi di lesioni da schiacciamento o scottature.: [1358, 523, 1754, 557]
list-item: • Effectuez un premier perçage léger que vous pourrez ensuite, le cas échéant, élargir à l'aide d'une fraise conique, d'une scie à guichet, d'une scie sauteuse ou d'une lime puis finaliser. Ebarbez les arêtes. Respecter impérativement les consignes de sécurité du constructeur de l'outillage.: [934, 674, 1329, 709]
smoking-warning-fr: Ne pas fumer ! Eviter le feu ou toute exposition à la lumière !: [515, 1279, 856, 1302]
bullet-list: [74, 1080, 479, 1411]
list-item: • Benutzen Sie zum Abisolieren der Kabel nur eine Abisolierzange. Stellen Sie die Zange so ein, dass keine Litzen beschädigt oder abgetrennt werden.: [83, 1211, 479, 1234]
list-item: • Use only insulated tools, if work is necessary on live parts.: [508, 753, 904, 765]
list-item: • If cables are run through drill holes, protect them using rubber sleeves or the like.: [508, 1051, 904, 1063]
list-item: • Dans le cas de moteurs de bateaux, laissez tourner le ventilateur du compartiment moteur avant toute intervention dans le compartiment moteur des moteurs à essence.: [934, 544, 1329, 567]
